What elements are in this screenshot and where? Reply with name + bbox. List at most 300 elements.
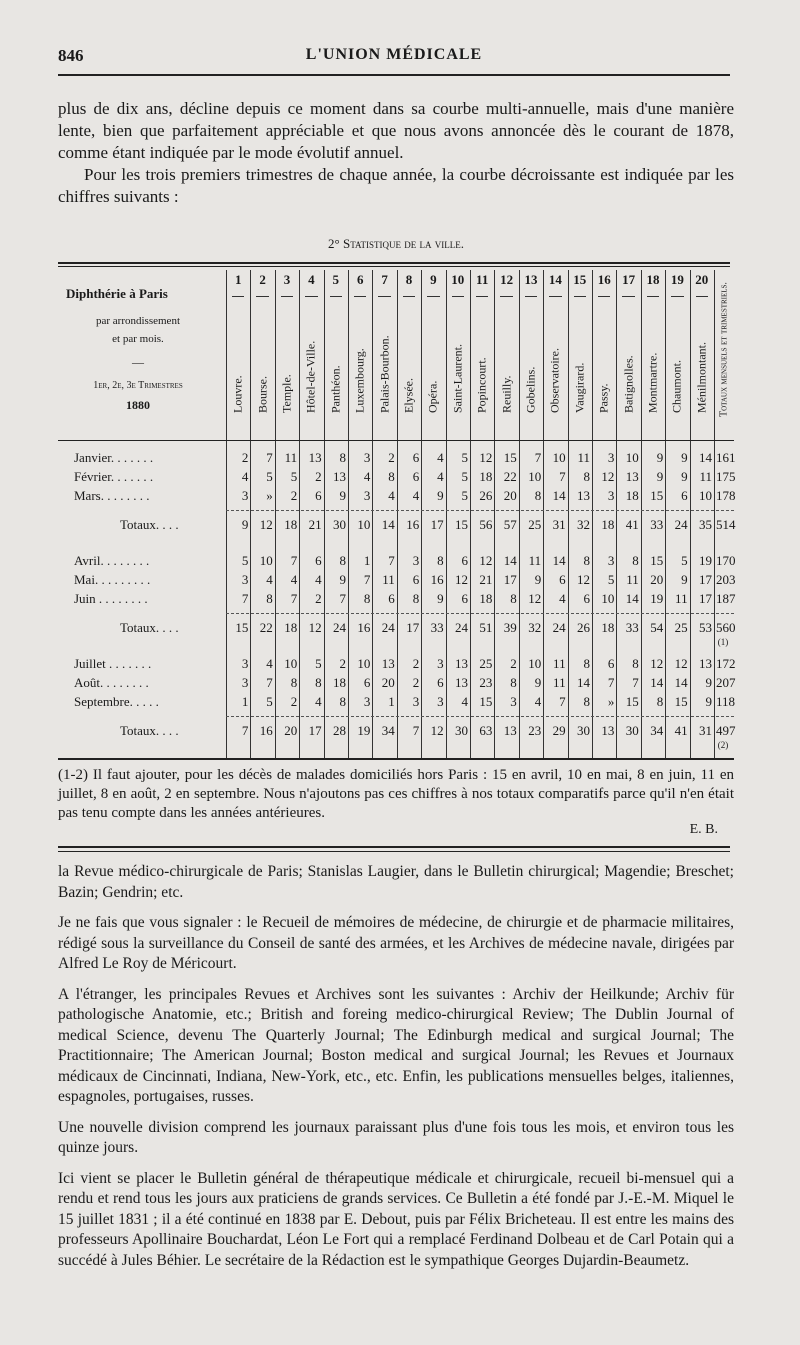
table-cell: 34 — [381, 723, 395, 738]
table-cell: 10 — [357, 656, 371, 671]
table-cell: 9 — [339, 488, 346, 503]
table-cell: 187 — [716, 591, 736, 606]
table-cell: 10 — [698, 488, 712, 503]
table-cell: 8 — [656, 694, 664, 709]
column-dash — [452, 296, 464, 297]
table-cell: 3 — [437, 656, 444, 671]
table-cell: 17 — [430, 517, 444, 532]
table-cell: 13 — [332, 469, 346, 484]
table-cell: 7 — [632, 675, 639, 690]
table-cell: 13 — [503, 723, 517, 738]
table-cell: 8 — [583, 656, 590, 671]
column-header — [421, 270, 445, 438]
column-dash — [622, 296, 634, 297]
table-cell: 3 — [241, 488, 249, 503]
biblio-paragraph-2: Je ne fais que vous signaler : le Recueil de mémoires de médecine, de chirurgie et de pharmacie militaires, rédigé sous la surveillance du Conseil de santé des armées, et les Archives de médecine navale, dirigées par Alfred Le Roy de Méricourt. — [58, 914, 734, 972]
table-cell: 13 — [454, 656, 468, 671]
table-cell: 18 — [284, 517, 298, 532]
table-cell: 16 — [406, 517, 420, 532]
table-cell: 11 — [284, 450, 298, 465]
table-cell: 6 — [412, 450, 420, 465]
arrondissement-name: Vaugirard. — [572, 362, 587, 413]
table-cell: 2 — [412, 675, 420, 690]
table-cell: 26 — [576, 620, 590, 635]
table-cell: 35 — [698, 517, 712, 532]
table-cell: 19 — [357, 723, 371, 738]
table-cell: 3 — [363, 694, 371, 709]
column-dash — [598, 296, 610, 297]
column-dash — [354, 296, 366, 297]
column-header — [372, 270, 396, 438]
table-cell: 8 — [315, 675, 322, 690]
table-cell: 56 — [479, 517, 493, 532]
arrondissement-name: Chaumont. — [669, 360, 684, 413]
table-cell: 9 — [534, 572, 542, 587]
table-cell: 2 — [241, 450, 249, 465]
diphtheria-table — [58, 270, 734, 760]
table-cell: 13 — [625, 469, 639, 484]
table-cell: 17 — [698, 591, 712, 606]
table-cell: 8 — [363, 591, 371, 606]
arrondissement-name: Temple. — [279, 374, 294, 413]
table-cell: 3 — [412, 694, 420, 709]
table-cell: 175 — [716, 469, 736, 484]
table-cell: 15 — [454, 517, 468, 532]
table-cell: 24 — [674, 517, 688, 532]
table-cell: 8 — [632, 553, 639, 568]
table-cell: 4 — [437, 469, 444, 484]
column-number: 8 — [405, 272, 413, 287]
header-bottom-rule — [58, 440, 734, 441]
table-cell: 9 — [681, 572, 688, 587]
table-cell: » — [607, 694, 615, 709]
table-subtitle-line1: par arrondissement — [96, 315, 180, 327]
column-header — [226, 270, 250, 438]
table-cell: 170 — [716, 553, 736, 568]
table-cell: 20 — [284, 723, 298, 738]
table-subtitle — [58, 312, 218, 348]
table-cell: 23 — [528, 723, 542, 738]
column-number: 16 — [597, 272, 611, 287]
table-cell: 560 — [716, 620, 736, 635]
table-cell: 7 — [412, 723, 420, 738]
table-cell: 3 — [437, 694, 444, 709]
table-cell: 24 — [552, 620, 566, 635]
arrondissement-name: Hôtel-de-Ville. — [303, 340, 318, 413]
row-label: Avril. . . . . . . . — [74, 553, 150, 568]
table-cell: 14 — [625, 591, 639, 606]
table-cell: 4 — [412, 488, 420, 503]
column-dash — [525, 296, 537, 297]
table-cell: 14 — [552, 553, 566, 568]
arrondissement-name: Saint-Laurent. — [450, 344, 465, 413]
column-number: 12 — [500, 272, 514, 287]
table-cell: 20 — [381, 675, 395, 690]
arrondissement-name: Popincourt. — [474, 357, 489, 413]
intro-text — [58, 98, 734, 208]
table-cell: 3 — [363, 488, 371, 503]
table-cell: 2 — [510, 656, 517, 671]
table-cell: 12 — [601, 469, 615, 484]
column-header — [397, 270, 421, 438]
table-cell: 4 — [241, 469, 249, 484]
column-header — [324, 270, 348, 438]
column-dash — [232, 296, 244, 297]
table-cell: 51 — [479, 620, 493, 635]
table-cell: 11 — [699, 469, 712, 484]
table-trimesters: 1er, 2e, 3e Trimestres — [93, 380, 183, 391]
table-cell: 19 — [650, 591, 664, 606]
column-header — [446, 270, 470, 438]
table-cell: 9 — [705, 694, 712, 709]
table-cell: 9 — [681, 450, 688, 465]
table-cell: 63 — [479, 723, 493, 738]
table-cell: 18 — [479, 591, 493, 606]
biblio-paragraph-1: la Revue médico-chirurgicale de Paris; Stanislas Laugier, dans le Bulletin chirurgical; Magendie; Breschet; Bazin; Gendrin; etc. — [58, 863, 734, 901]
table-cell: 10 — [528, 656, 542, 671]
table-cell: 11 — [553, 656, 566, 671]
column-dash — [378, 296, 390, 297]
table-cell: 1 — [363, 553, 371, 568]
table-cell: 20 — [503, 488, 517, 503]
table-cell: 30 — [576, 723, 590, 738]
table-cell: 10 — [528, 469, 542, 484]
table-cell: 6 — [583, 591, 590, 606]
signature: E. B. — [689, 822, 718, 837]
row-label: Septembre. . . . . — [74, 694, 159, 709]
table-cell: 4 — [559, 591, 566, 606]
table-cell: 24 — [332, 620, 346, 635]
table-cell: 15 — [479, 694, 493, 709]
table-cell: 28 — [332, 723, 346, 738]
table-cell: 178 — [716, 488, 736, 503]
column-number: 7 — [381, 272, 388, 287]
table-cell: 7 — [266, 675, 273, 690]
table-cell: 15 — [235, 620, 249, 635]
arrondissement-name: Opéra. — [425, 380, 440, 413]
table-cell: 15 — [650, 488, 664, 503]
table-cell: 12 — [308, 620, 322, 635]
table-cell: 5 — [461, 450, 468, 465]
table-cell: 497 — [716, 723, 736, 738]
column-header — [592, 270, 616, 438]
table-cell: 8 — [339, 694, 346, 709]
total-row — [58, 620, 736, 647]
arrondissement-name: Reuilly. — [499, 375, 514, 413]
table-cell: 9 — [241, 517, 249, 532]
table-cell: 13 — [576, 488, 590, 503]
column-number: 15 — [573, 272, 587, 287]
table-cell: 2 — [339, 656, 346, 671]
table-cell: 12 — [454, 572, 468, 587]
table-cell: 18 — [601, 517, 615, 532]
table-title: Diphthérie à Paris — [66, 286, 168, 301]
table-cell: 2 — [388, 450, 395, 465]
table-cell: 30 — [625, 723, 639, 738]
column-header — [299, 270, 323, 438]
column-number: 4 — [308, 272, 315, 287]
month-row — [58, 553, 734, 572]
table-cell: 12 — [528, 591, 542, 606]
column-number: 1 — [234, 272, 242, 287]
table-cell: 4 — [363, 469, 371, 484]
table-cell: 5 — [241, 553, 249, 568]
table-cell: 22 — [503, 469, 517, 484]
column-dash — [671, 296, 683, 297]
table-cell: 3 — [363, 450, 371, 465]
month-row — [58, 488, 734, 507]
table-cell: 11 — [577, 450, 590, 465]
table-cell: 33 — [430, 620, 444, 635]
column-dash — [696, 296, 708, 297]
table-cell: 6 — [681, 488, 688, 503]
running-title: L'UNION MÉDICALE — [305, 46, 483, 63]
table-cell: 12 — [674, 656, 688, 671]
biblio-paragraph-5: Ici vient se placer le Bulletin général de thérapeutique médicale et chirurgicale, recueil bi-mensuel qui a rendu et rend tous les jours aux praticiens de grands services. Ce Bulletin a été fondé par J.-E.-M. Miquel le 15 juillet 1831 ; il a été continué en 1838 par E. Debout, puis par Félix Bricheteau. Il est entre les mains des professeurs Apollinaire Bouchardat, Léon Le Fort qui a remplacé Ferdinand Dolbeau et de Carl Potain qui a succédé à Jules Béhier. Le secrétaire de la Rédaction est le sympathique Georges Dujardin-Beaumetz. — [58, 1169, 734, 1269]
table-cell: 12 — [479, 450, 493, 465]
arrondissement-name: Palais-Bourbon. — [377, 335, 392, 413]
table-cell: 8 — [339, 553, 346, 568]
table-cell: 4 — [266, 656, 273, 671]
table-cell: 14 — [674, 675, 688, 690]
table-cell: 14 — [503, 553, 517, 568]
arrondissement-name: Panthéon. — [328, 365, 343, 413]
column-dash — [476, 296, 488, 297]
column-number: 13 — [524, 272, 538, 287]
table-cell: 31 — [552, 517, 566, 532]
table-cell: 30 — [332, 517, 346, 532]
table-cell: 26 — [479, 488, 493, 503]
total-separator — [226, 613, 734, 614]
table-cell: 53 — [698, 620, 712, 635]
table-cell: 57 — [503, 517, 517, 532]
table-cell: 5 — [681, 553, 688, 568]
table-cell: 8 — [339, 450, 346, 465]
table-cell: 6 — [461, 591, 468, 606]
table-cell: 7 — [241, 591, 249, 606]
row-label: Totaux. . . . — [120, 723, 179, 738]
table-cell: 2 — [412, 656, 420, 671]
table-cell: 7 — [607, 675, 615, 690]
arrondissement-name: Totaux mensuels et trimestriels. — [718, 282, 730, 417]
row-label: Juin . . . . . . . . — [74, 591, 148, 606]
table-cell: 6 — [437, 675, 444, 690]
table-cell: 7 — [363, 572, 371, 587]
table-cell: 4 — [315, 694, 322, 709]
table-cell: 9 — [534, 675, 542, 690]
table-cell: 8 — [388, 469, 395, 484]
table-cell: 6 — [607, 656, 615, 671]
table-cell: 18 — [479, 469, 493, 484]
table-cell: 4 — [315, 572, 322, 587]
table-cell: 5 — [266, 469, 273, 484]
column-number: 14 — [548, 272, 562, 287]
table-cell: 3 — [607, 553, 615, 568]
table-cell: 15 — [503, 450, 517, 465]
table-cell: 7 — [559, 694, 566, 709]
arrondissement-name: Montmartre. — [645, 352, 660, 413]
table-cell: 10 — [357, 517, 371, 532]
table-cell: 9 — [656, 450, 664, 465]
table-cell: 203 — [716, 572, 736, 587]
table-cell: 25 — [528, 517, 542, 532]
total-separator — [226, 510, 734, 511]
column-dash — [647, 296, 659, 297]
table-cell: 172 — [716, 656, 736, 671]
row-label: Juillet . . . . . . . — [74, 656, 152, 671]
month-row — [58, 572, 734, 591]
arrondissement-name: Bourse. — [255, 376, 270, 413]
table-cell: 5 — [290, 469, 298, 484]
table-cell: 7 — [388, 553, 395, 568]
table-cell: 12 — [259, 517, 273, 532]
total-row — [58, 517, 734, 536]
table-cell: 8 — [583, 553, 590, 568]
table-cell: 1 — [241, 694, 249, 709]
table-cell: 9 — [339, 572, 346, 587]
row-label: Mars. . . . . . . . — [74, 488, 150, 503]
table-cell: 2 — [315, 469, 322, 484]
row-label: Totaux. . . . — [120, 517, 179, 532]
column-number: 5 — [332, 272, 340, 287]
table-cell: 3 — [607, 450, 615, 465]
table-cell: 118 — [716, 694, 736, 709]
month-row — [58, 469, 734, 488]
biblio-paragraph-4: Une nouvelle division comprend les journaux paraissant plus d'une fois tous les mois, et environ tous les quinze jours. — [58, 1118, 734, 1156]
table-cell: 17 — [503, 572, 517, 587]
table-cell: 10 — [284, 656, 298, 671]
table-year: 1880 — [126, 398, 150, 412]
table-cell: 19 — [698, 553, 712, 568]
table-cell: 25 — [674, 620, 688, 635]
section-rule-2 — [58, 851, 730, 852]
column-header — [348, 270, 372, 438]
table-cell: 12 — [576, 572, 590, 587]
table-cell: 7 — [290, 591, 298, 606]
month-row — [58, 675, 734, 694]
table-top-rule — [58, 262, 730, 264]
column-dash — [256, 296, 268, 297]
table-cell: 9 — [656, 469, 664, 484]
table-cell: 514 — [716, 517, 736, 532]
column-number: 17 — [622, 272, 636, 287]
table-cell: 17 — [406, 620, 420, 635]
row-label: Août. . . . . . . . — [74, 675, 149, 690]
table-cell: 3 — [510, 694, 517, 709]
table-cell: 18 — [625, 488, 639, 503]
table-cell: 33 — [650, 517, 664, 532]
table-cell: 4 — [534, 694, 542, 709]
table-cell: 8 — [510, 675, 517, 690]
table-stub-header — [58, 270, 226, 438]
month-row — [58, 450, 734, 469]
table-cell: 9 — [437, 488, 444, 503]
row-label: Totaux. . . . — [120, 620, 179, 635]
arrondissement-name: Gobelins. — [523, 366, 538, 413]
table-cell: 18 — [601, 620, 615, 635]
column-number: 9 — [430, 272, 437, 287]
arrondissement-name: Ménilmontant. — [694, 342, 709, 413]
table-cell: 33 — [625, 620, 639, 635]
header-rule — [58, 74, 730, 76]
table-cell: 6 — [388, 591, 395, 606]
column-dash — [574, 296, 586, 297]
table-cell: 6 — [412, 469, 420, 484]
table-cell: 20 — [650, 572, 664, 587]
table-cell: 15 — [625, 694, 639, 709]
arrondissement-name: Batignolles. — [621, 355, 636, 413]
table-cell: 8 — [290, 675, 298, 690]
table-cell: 2 — [290, 694, 298, 709]
table-cell: 6 — [559, 572, 566, 587]
column-header — [543, 270, 567, 438]
table-cell: 3 — [241, 572, 249, 587]
table-cell: 23 — [479, 675, 493, 690]
table-cell: 39 — [503, 620, 517, 635]
table-cell: 7 — [290, 553, 298, 568]
column-number: 19 — [670, 272, 684, 287]
table-cell: 32 — [528, 620, 542, 635]
table-cell: 8 — [412, 591, 420, 606]
table-cell: 14 — [552, 488, 566, 503]
table-cell: 8 — [266, 591, 273, 606]
table-cell: 17 — [698, 572, 712, 587]
column-dash — [305, 296, 317, 297]
table-cell: 8 — [632, 656, 639, 671]
bibliography-text — [58, 862, 734, 1271]
table-cell: 13 — [698, 656, 712, 671]
table-cell: 3 — [241, 656, 249, 671]
table-cell: 16 — [430, 572, 444, 587]
column-dash — [281, 296, 293, 297]
table-cell: 1 — [388, 694, 395, 709]
column-header — [470, 270, 494, 438]
table-cell: 29 — [552, 723, 566, 738]
column-header — [714, 270, 734, 438]
column-dash — [500, 296, 512, 297]
month-row — [58, 656, 734, 675]
column-dash — [427, 296, 439, 297]
table-cell: 6 — [461, 553, 468, 568]
month-row — [58, 694, 734, 713]
table-cell: 5 — [461, 469, 468, 484]
table-cell: 3 — [607, 488, 615, 503]
table-cell: 10 — [601, 591, 615, 606]
table-cell: 18 — [284, 620, 298, 635]
table-cell: 15 — [674, 694, 688, 709]
table-cell: 6 — [363, 675, 371, 690]
column-number: 18 — [646, 272, 660, 287]
statistics-title: 2° Statistique de la ville. — [328, 236, 464, 251]
column-header — [519, 270, 543, 438]
column-number: 6 — [356, 272, 364, 287]
column-header — [665, 270, 689, 438]
column-header — [250, 270, 274, 438]
table-cell: 31 — [698, 723, 712, 738]
table-cell: 4 — [437, 450, 444, 465]
footnote-marker: (1) — [717, 637, 729, 647]
arrondissement-name: Passy. — [596, 383, 611, 413]
column-number: 11 — [476, 272, 489, 287]
table-cell: 24 — [381, 620, 395, 635]
intro-paragraph-2: Pour les trois premiers trimestres de chaque année, la courbe décroissante est indiquée par les chiffres suivants : — [58, 165, 734, 206]
table-stub-dash: — — [132, 355, 144, 369]
row-label: Janvier. . . . . . . — [74, 450, 154, 465]
table-cell: 41 — [674, 723, 688, 738]
table-cell: 7 — [266, 450, 273, 465]
table-cell: 24 — [454, 620, 468, 635]
table-cell: 12 — [650, 656, 664, 671]
